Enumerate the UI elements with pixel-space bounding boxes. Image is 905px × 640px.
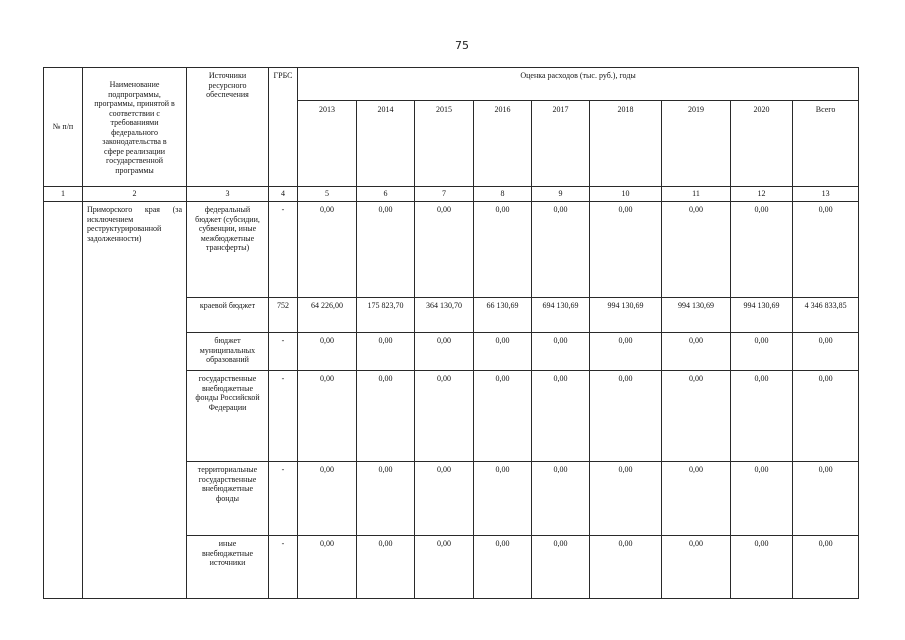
grbs-cell: - <box>269 333 298 371</box>
value-cell: 364 130,70 <box>415 298 474 333</box>
value-cell: 0,00 <box>298 202 357 298</box>
year-header: 2015 <box>415 101 474 187</box>
program-name: Приморского края (за исключением реструктурированной задолженности) <box>83 202 187 599</box>
column-number: 11 <box>662 187 731 202</box>
value-cell: 0,00 <box>298 333 357 371</box>
column-number: 6 <box>357 187 415 202</box>
value-cell: 0,00 <box>532 333 590 371</box>
value-cell: 0,00 <box>474 333 532 371</box>
year-header: 2017 <box>532 101 590 187</box>
value-cell: 0,00 <box>298 462 357 536</box>
value-cell: 0,00 <box>415 202 474 298</box>
value-cell: 0,00 <box>415 333 474 371</box>
grbs-cell: - <box>269 371 298 462</box>
source-cell: федеральный бюджет (субсидии, субвенции, иные межбюджетные трансферты) <box>187 202 269 298</box>
source-cell: краевой бюджет <box>187 298 269 333</box>
column-number: 10 <box>590 187 662 202</box>
value-cell: 0,00 <box>415 462 474 536</box>
header-estimate: Оценка расходов (тыс. руб.), годы <box>298 68 859 101</box>
total-cell: 0,00 <box>793 462 859 536</box>
year-header: 2020 <box>731 101 793 187</box>
value-cell: 0,00 <box>662 202 731 298</box>
column-number: 12 <box>731 187 793 202</box>
value-cell: 0,00 <box>532 536 590 599</box>
column-number: 13 <box>793 187 859 202</box>
value-cell: 994 130,69 <box>662 298 731 333</box>
source-cell: бюджет муниципальных образований <box>187 333 269 371</box>
value-cell: 0,00 <box>298 371 357 462</box>
year-header: 2016 <box>474 101 532 187</box>
header-row <box>44 68 859 101</box>
value-cell: 0,00 <box>532 202 590 298</box>
total-cell: 0,00 <box>793 333 859 371</box>
value-cell: 0,00 <box>474 371 532 462</box>
column-number: 8 <box>474 187 532 202</box>
value-cell: 0,00 <box>590 333 662 371</box>
year-header: 2019 <box>662 101 731 187</box>
value-cell: 0,00 <box>731 371 793 462</box>
value-cell: 0,00 <box>474 202 532 298</box>
year-header: 2018 <box>590 101 662 187</box>
value-cell: 994 130,69 <box>590 298 662 333</box>
value-cell: 0,00 <box>415 536 474 599</box>
total-cell: 4 346 833,85 <box>793 298 859 333</box>
source-cell: государственные внебюджетные фонды Российской Федерации <box>187 371 269 462</box>
grbs-cell: - <box>269 462 298 536</box>
column-number: 5 <box>298 187 357 202</box>
value-cell: 0,00 <box>298 536 357 599</box>
value-cell: 0,00 <box>731 462 793 536</box>
column-number: 9 <box>532 187 590 202</box>
value-cell: 0,00 <box>662 371 731 462</box>
row-number-cell <box>44 202 83 599</box>
page-number: 75 <box>455 39 469 52</box>
value-cell: 66 130,69 <box>474 298 532 333</box>
column-number: 2 <box>83 187 187 202</box>
column-number: 1 <box>44 187 83 202</box>
total-cell: 0,00 <box>793 371 859 462</box>
value-cell: 0,00 <box>731 333 793 371</box>
source-cell: иные внебюджетные источники <box>187 536 269 599</box>
column-number: 7 <box>415 187 474 202</box>
header-grbs: ГРБС <box>269 68 298 187</box>
value-cell: 0,00 <box>590 371 662 462</box>
value-cell: 0,00 <box>357 536 415 599</box>
value-cell: 0,00 <box>662 462 731 536</box>
grbs-cell: 752 <box>269 298 298 333</box>
value-cell: 0,00 <box>590 536 662 599</box>
value-cell: 0,00 <box>731 536 793 599</box>
value-cell: 0,00 <box>357 371 415 462</box>
expenditure-table <box>43 67 859 599</box>
value-cell: 0,00 <box>662 333 731 371</box>
value-cell: 0,00 <box>415 371 474 462</box>
value-cell: 0,00 <box>532 462 590 536</box>
value-cell: 0,00 <box>357 462 415 536</box>
value-cell: 0,00 <box>474 536 532 599</box>
column-number: 3 <box>187 187 269 202</box>
value-cell: 0,00 <box>474 462 532 536</box>
total-header: Всего <box>793 101 859 187</box>
value-cell: 994 130,69 <box>731 298 793 333</box>
grbs-cell: - <box>269 202 298 298</box>
value-cell: 0,00 <box>357 202 415 298</box>
value-cell: 0,00 <box>532 371 590 462</box>
value-cell: 694 130,69 <box>532 298 590 333</box>
year-header: 2013 <box>298 101 357 187</box>
value-cell: 0,00 <box>590 462 662 536</box>
year-header: 2014 <box>357 101 415 187</box>
value-cell: 64 226,00 <box>298 298 357 333</box>
grbs-cell: - <box>269 536 298 599</box>
header-sources: Источники ресурсного обеспечения <box>187 68 269 187</box>
total-cell: 0,00 <box>793 202 859 298</box>
value-cell: 0,00 <box>662 536 731 599</box>
source-cell: территориальные государственные внебюджетные фонды <box>187 462 269 536</box>
table-row <box>44 202 859 298</box>
value-cell: 175 823,70 <box>357 298 415 333</box>
value-cell: 0,00 <box>731 202 793 298</box>
header-num: № п/п <box>44 68 83 187</box>
value-cell: 0,00 <box>357 333 415 371</box>
value-cell: 0,00 <box>590 202 662 298</box>
column-number: 4 <box>269 187 298 202</box>
column-numbers-row <box>44 187 859 202</box>
total-cell: 0,00 <box>793 536 859 599</box>
header-name: Наименование подпрограммы, программы, принятой в соответствии с требованиями федерального законодательства в сфере реализации государственной программы <box>83 68 187 187</box>
